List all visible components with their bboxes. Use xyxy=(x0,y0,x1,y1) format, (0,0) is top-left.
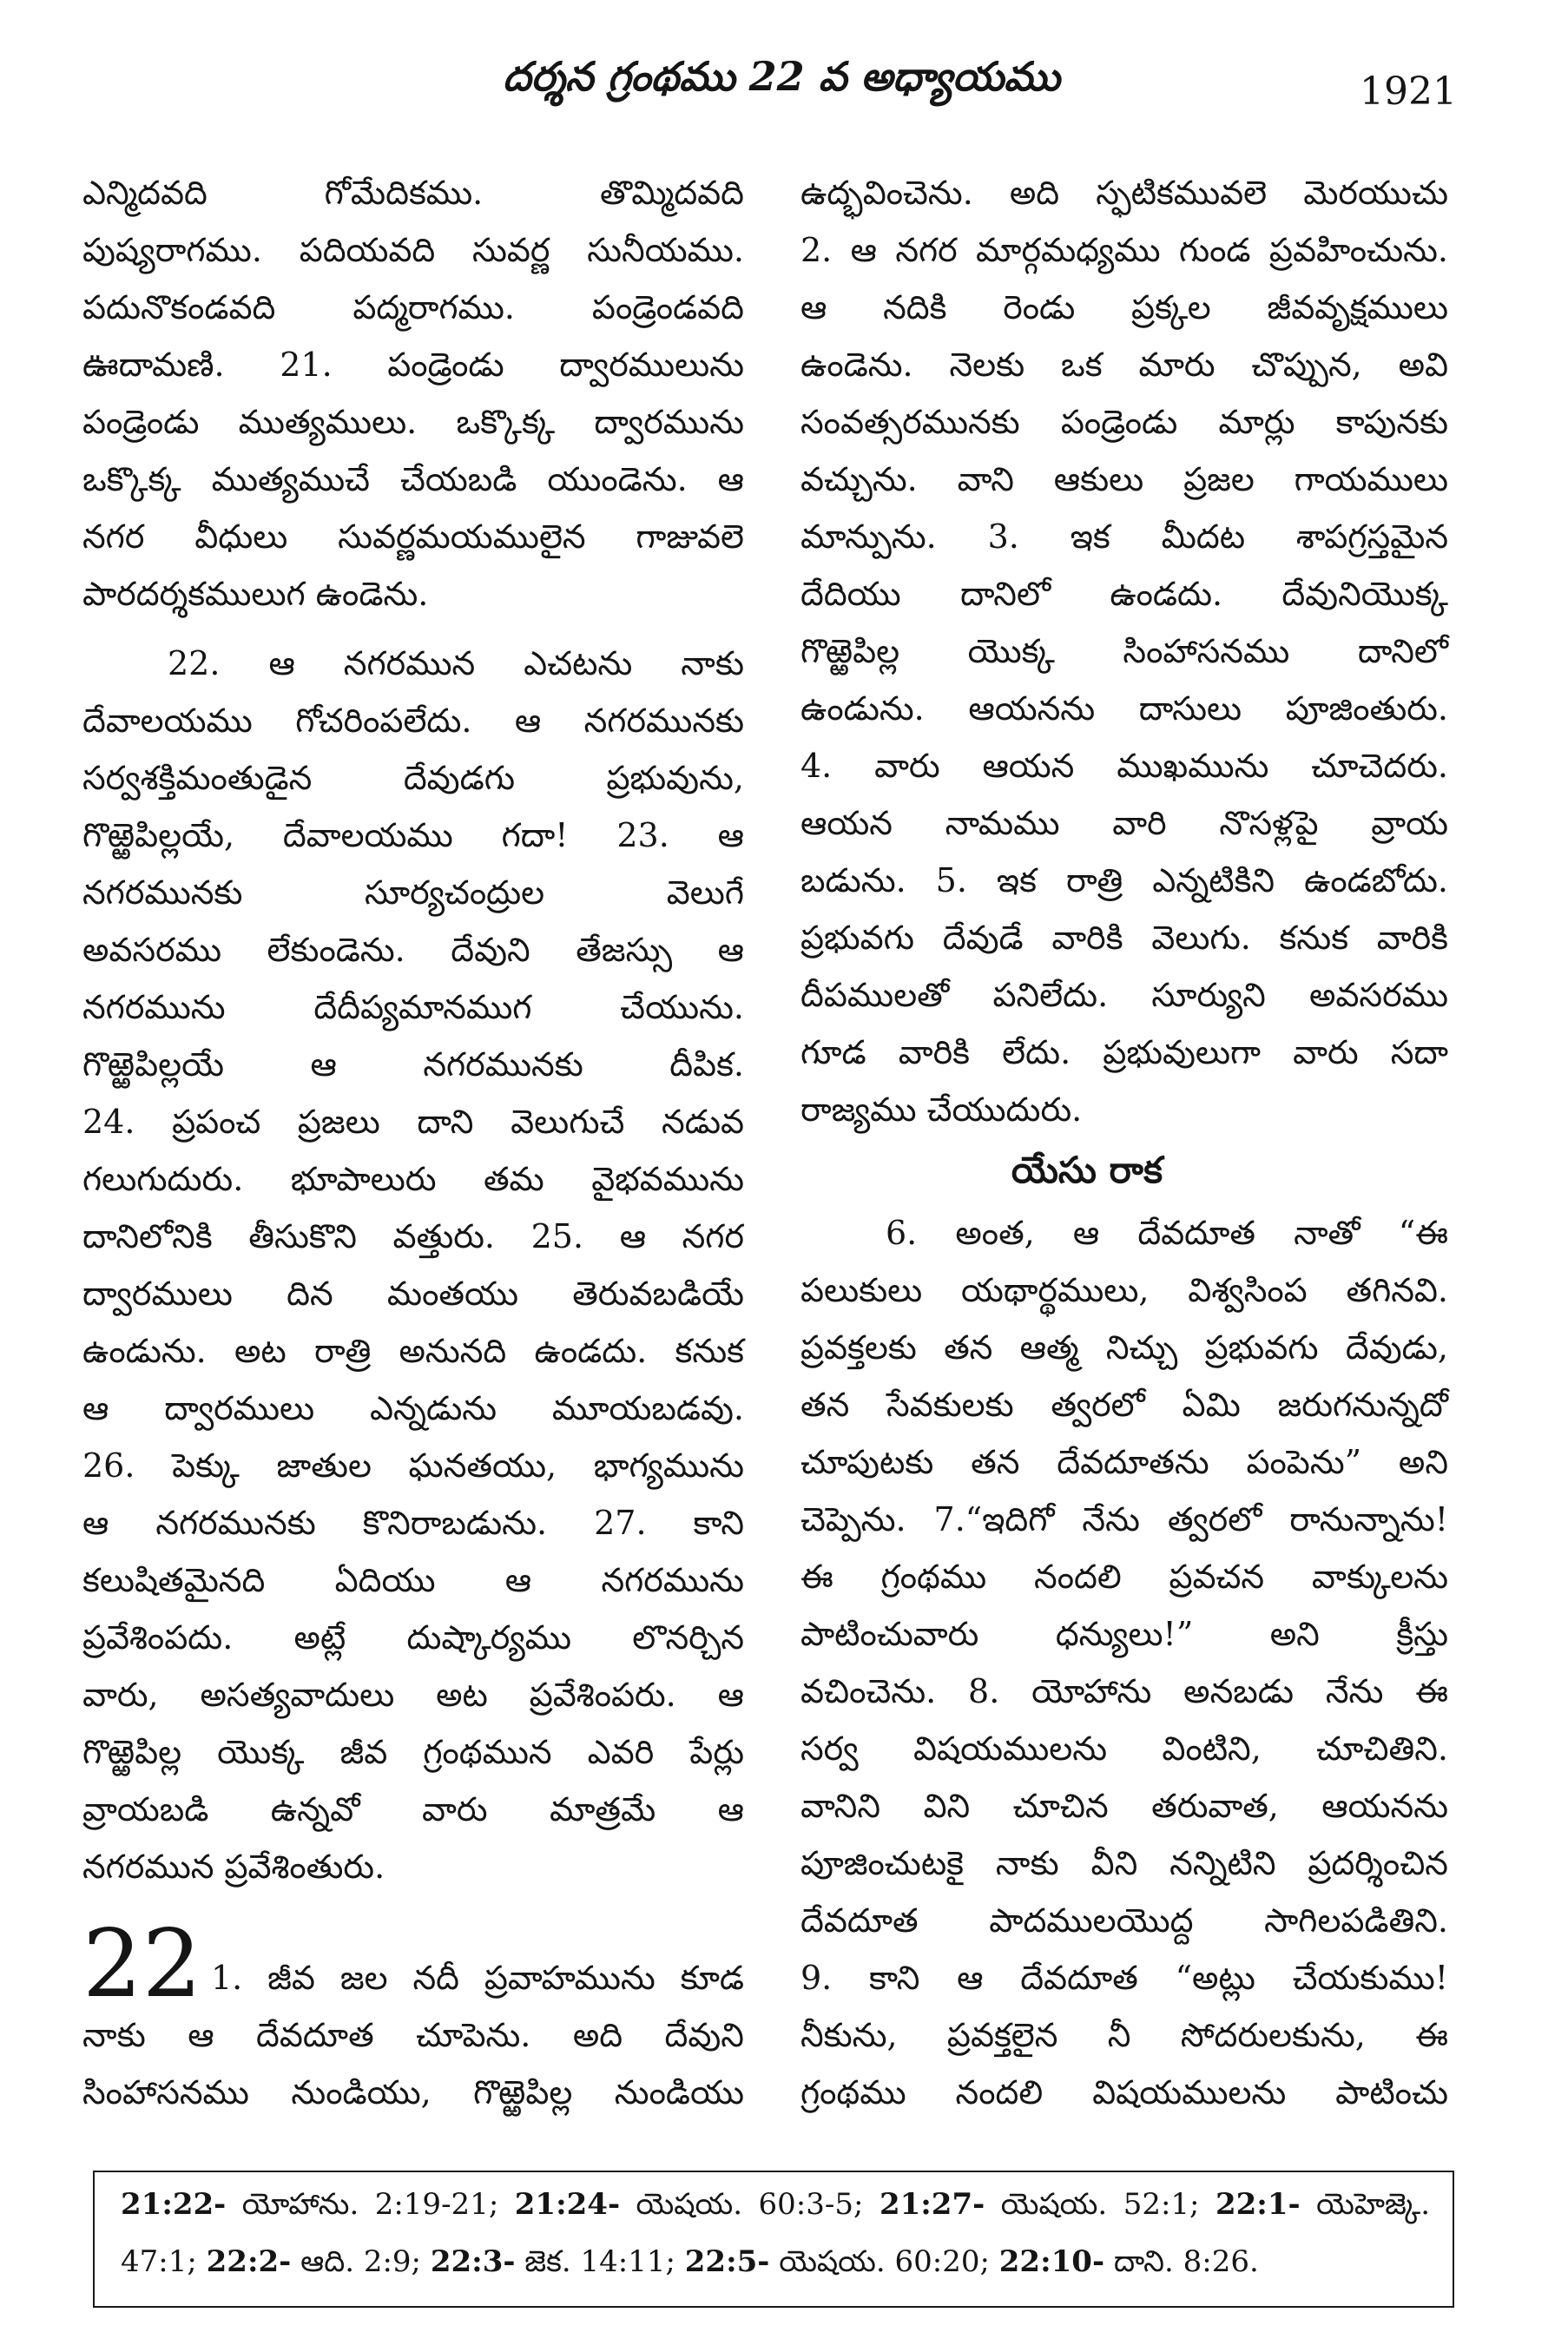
text-line: పూజించుటకై నాకు వీని నన్నిటిని ప్రదర్శించిన xyxy=(800,1844,1448,1882)
text-line: 26. పెక్కు జాతుల ఘనతయు, భాగ్యమును xyxy=(82,1446,744,1485)
text-line: ప్రవేశింపదు. అట్లే దుష్కార్యము లొనర్చిన xyxy=(82,1618,744,1657)
text-line: కలుషితమైనది ఏదియు ఆ నగరమును xyxy=(82,1561,744,1599)
text-line: పారదర్శకములుగ ఉండెను. xyxy=(82,575,429,613)
right-column xyxy=(800,0,1448,2136)
chapter-opening-paragraph xyxy=(82,1910,744,2121)
text-line: దేదియు దానిలో ఉండదు. దేవునియొక్క xyxy=(800,575,1448,613)
text-line: ప్రవక్తలకు తన ఆత్మ నిచ్చు ప్రభువగు దేవుడు, xyxy=(800,1328,1448,1367)
reference-text: 47:1; xyxy=(121,2244,197,2279)
text-line: ఆ నదికి రెండు ప్రక్కల జీవవృక్షములు xyxy=(800,288,1448,326)
chapter-number: 22 xyxy=(82,1910,202,2019)
text-line: వారు, అసత్యవాదులు అట ప్రవేశింపరు. ఆ xyxy=(82,1676,744,1714)
text-line: ఉండును. అట రాత్రి అనునది ఉండదు. కనుక xyxy=(82,1332,744,1370)
text-line: నగరమున ప్రవేశింతురు. xyxy=(82,1848,385,1886)
reference-text: యెషయ. 60:3-5; xyxy=(636,2187,864,2222)
text-line: ద్వారములు దిన మంతయు తెరువబడియే xyxy=(82,1275,744,1313)
text-line: దేవదూత పాదములయొద్ద సాగిలపడితిని. xyxy=(800,1901,1448,1940)
text-line: వ్రాయబడి ఉన్నవో వారు మాత్రమే ఆ xyxy=(82,1790,744,1828)
reference-text: జెక. 14:11; xyxy=(524,2244,675,2279)
text-line: సంవత్సరమునకు పండ్రెండు మార్లు కాపునకు xyxy=(800,403,1448,441)
text-line: దానిలోనికి తీసుకొని వత్తురు. 25. ఆ నగర xyxy=(82,1217,744,1255)
section-heading: యేసు రాక xyxy=(1011,1149,1163,1191)
reference-label: 21:22- xyxy=(121,2187,227,2222)
footnote-line xyxy=(121,2233,1430,2290)
text-line: పండ్రెండు ముత్యములు. ఒక్కొక్క ద్వారమును xyxy=(82,403,744,441)
reference-label: 22:3- xyxy=(430,2244,516,2279)
text-line: ఆయన నామము వారి నొసళ్లపై వ్రాయ xyxy=(800,804,1448,842)
text-line: ఉండెను. నెలకు ఒక మారు చొప్పున, అవి xyxy=(800,346,1448,384)
text-line: ప్రభువగు దేవుడే వారికి వెలుగు. కనుక వారికి xyxy=(800,919,1448,957)
text-line: 4. వారు ఆయన ముఖమును చూచెదరు. xyxy=(800,747,1448,785)
text-line: గూడ వారికి లేదు. ప్రభువులుగా వారు సదా xyxy=(800,1033,1448,1071)
running-header-title: దర్శన గ్రంథము 22 వ అధ్యాయము xyxy=(503,53,1060,100)
text-line: రాజ్యము చేయుదురు. xyxy=(800,1090,1083,1129)
text-line: దేవాలయము గోచరింపలేదు. ఆ నగరమునకు xyxy=(82,702,744,740)
text-line: మాన్పును. 3. ఇక మీదట శాపగ్రస్తమైన xyxy=(800,517,1448,556)
text-line: గ్రంథము నందలి విషయములను పాటించు xyxy=(800,2073,1448,2112)
text-line: ఊదామణి. 21. పండ్రెండు ద్వారములును xyxy=(82,346,744,384)
reference-text: యెషయ. 52:1; xyxy=(1000,2187,1200,2222)
reference-label: 22:5- xyxy=(684,2244,770,2279)
text-line: ఈ గ్రంథము నందలి ప్రవచన వాక్కులను xyxy=(800,1558,1448,1596)
text-line: చూపుటకు తన దేవదూతను పంపెను” అని xyxy=(800,1443,1448,1481)
text-line: 2. ఆ నగర మార్గమధ్యము గుండ ప్రవహించును. xyxy=(800,231,1448,269)
text-line: ఆ నగరమునకు కొనిరాబడును. 27. కాని xyxy=(82,1504,744,1542)
text-line: సర్వశక్తిమంతుడైన దేవుడగు ప్రభువును, xyxy=(82,759,744,797)
text-line: నగరమును దేదీప్యమానముగ చేయును. xyxy=(82,988,744,1026)
reference-text: యెషయ. 60:20; xyxy=(779,2244,990,2279)
text-line: ఆ ద్వారములు ఎన్నడును మూయబడవు. xyxy=(82,1389,744,1427)
text-line xyxy=(82,1910,744,2019)
text-line: నాకు ఆ దేవదూత చూపెను. అది దేవుని xyxy=(82,2016,744,2054)
text-line: పాటించువారు ధన్యులు!” అని క్రీస్తు xyxy=(800,1615,1448,1653)
text-line-content: 1. జీవ జల నదీ ప్రవాహమును కూడ xyxy=(211,1959,744,1997)
reference-text: యెహెజ్కె. xyxy=(1316,2187,1431,2222)
text-line: గొఱ్ఱెపిల్ల యొక్క జీవ గ్రంథమున ఎవరి పేర్లు xyxy=(82,1733,744,1771)
text-line: నగరమునకు సూర్యచంద్రుల వెలుగే xyxy=(82,873,744,912)
footnote-line xyxy=(121,2176,1430,2233)
text-line: 9. కాని ఆ దేవదూత “అట్లు చేయకుము! xyxy=(800,1959,1448,1997)
text-line: గొఱ్ఱెపిల్ల యొక్క సింహాసనము దానిలో xyxy=(800,632,1448,670)
paragraph xyxy=(82,635,744,1895)
text-line: గొఱ్ఱెపిల్లయే, దేవాలయము గదా! 23. ఆ xyxy=(82,816,744,854)
reference-text: ఆది. 2:9; xyxy=(300,2244,422,2279)
text-line: గలుగుదురు. భూపాలురు తమ వైభవమును xyxy=(82,1160,744,1198)
page-number: 1921 xyxy=(1360,69,1457,114)
text-line: ఒక్కొక్క ముత్యముచే చేయబడి యుండెను. ఆ xyxy=(82,460,744,498)
text-line: సర్వ విషయములను వింటిని, చూచితిని. xyxy=(800,1729,1448,1768)
text-line: 24. ప్రపంచ ప్రజలు దాని వెలుగుచే నడువ xyxy=(82,1103,744,1141)
reference-label: 21:27- xyxy=(879,2187,985,2222)
paragraph xyxy=(82,164,744,623)
text-line: గొఱ్ఱెపిల్లయే ఆ నగరమునకు దీపిక. xyxy=(82,1045,744,1084)
text-line: పలుకులు యథార్థములు, విశ్వసింప తగినవి. xyxy=(800,1271,1448,1309)
text-line: వచించెను. 8. యోహాను అనబడు నేను ఈ xyxy=(800,1672,1448,1710)
text-line: సింహాసనము నుండియు, గొఱ్ఱెపిల్ల నుండియు xyxy=(82,2073,744,2112)
cross-reference-box xyxy=(93,2171,1454,2308)
text-line: ఉండును. ఆయనను దాసులు పూజింతురు. xyxy=(800,689,1448,728)
text-line: 22. ఆ నగరమున ఎచటను నాకు xyxy=(168,644,744,682)
text-line: నగర వీధులు సువర్ణమయములైన గాజువలె xyxy=(82,517,744,556)
reference-label: 22:1- xyxy=(1215,2187,1301,2222)
paragraph xyxy=(800,164,1448,1138)
reference-text: దాని. 8:26. xyxy=(1113,2244,1259,2279)
reference-label: 21:24- xyxy=(514,2187,621,2222)
reference-text: యోహాను. 2:19-21; xyxy=(241,2187,499,2222)
text-line: చెప్పెను. 7.“ఇదిగో నేను త్వరలో రానున్నాను! xyxy=(800,1500,1448,1538)
reference-label: 22:10- xyxy=(998,2244,1105,2279)
left-column xyxy=(82,0,744,2136)
text-line: పుష్యరాగము. పదియవది సువర్ణ సునీయము. xyxy=(82,231,744,269)
text-line: దీపములతో పనిలేదు. సూర్యుని అవసరము xyxy=(800,976,1448,1014)
reference-label: 22:2- xyxy=(206,2244,292,2279)
paragraph xyxy=(800,1204,1448,2121)
text-line: బడును. 5. ఇక రాత్రి ఎన్నటికిని ఉండబోదు. xyxy=(800,861,1448,899)
text-line: ఎన్మిదవది గోమేదికము. తొమ్మిదవది xyxy=(82,174,744,212)
text-line: పదునొకండవది పద్మరాగము. పండ్రెండవది xyxy=(82,288,744,326)
text-line: నీకును, ప్రవక్తలైన నీ సోదరులకును, ఈ xyxy=(800,2016,1448,2054)
text-line: అవసరము లేకుండెను. దేవుని తేజస్సు ఆ xyxy=(82,931,744,969)
text-line: వచ్చును. వాని ఆకులు ప్రజల గాయములు xyxy=(800,460,1448,498)
text-line: వానిని విని చూచిన తరువాత, ఆయనను xyxy=(800,1787,1448,1825)
text-line: 6. అంత, ఆ దేవదూత నాతో “ఈ xyxy=(886,1214,1448,1252)
text-line: తన సేవకులకు త్వరలో ఏమి జరుగనున్నదో xyxy=(800,1386,1448,1424)
text-line: ఉద్భవించెను. అది స్ఫటికమువలె మెరయుచు xyxy=(800,174,1448,212)
